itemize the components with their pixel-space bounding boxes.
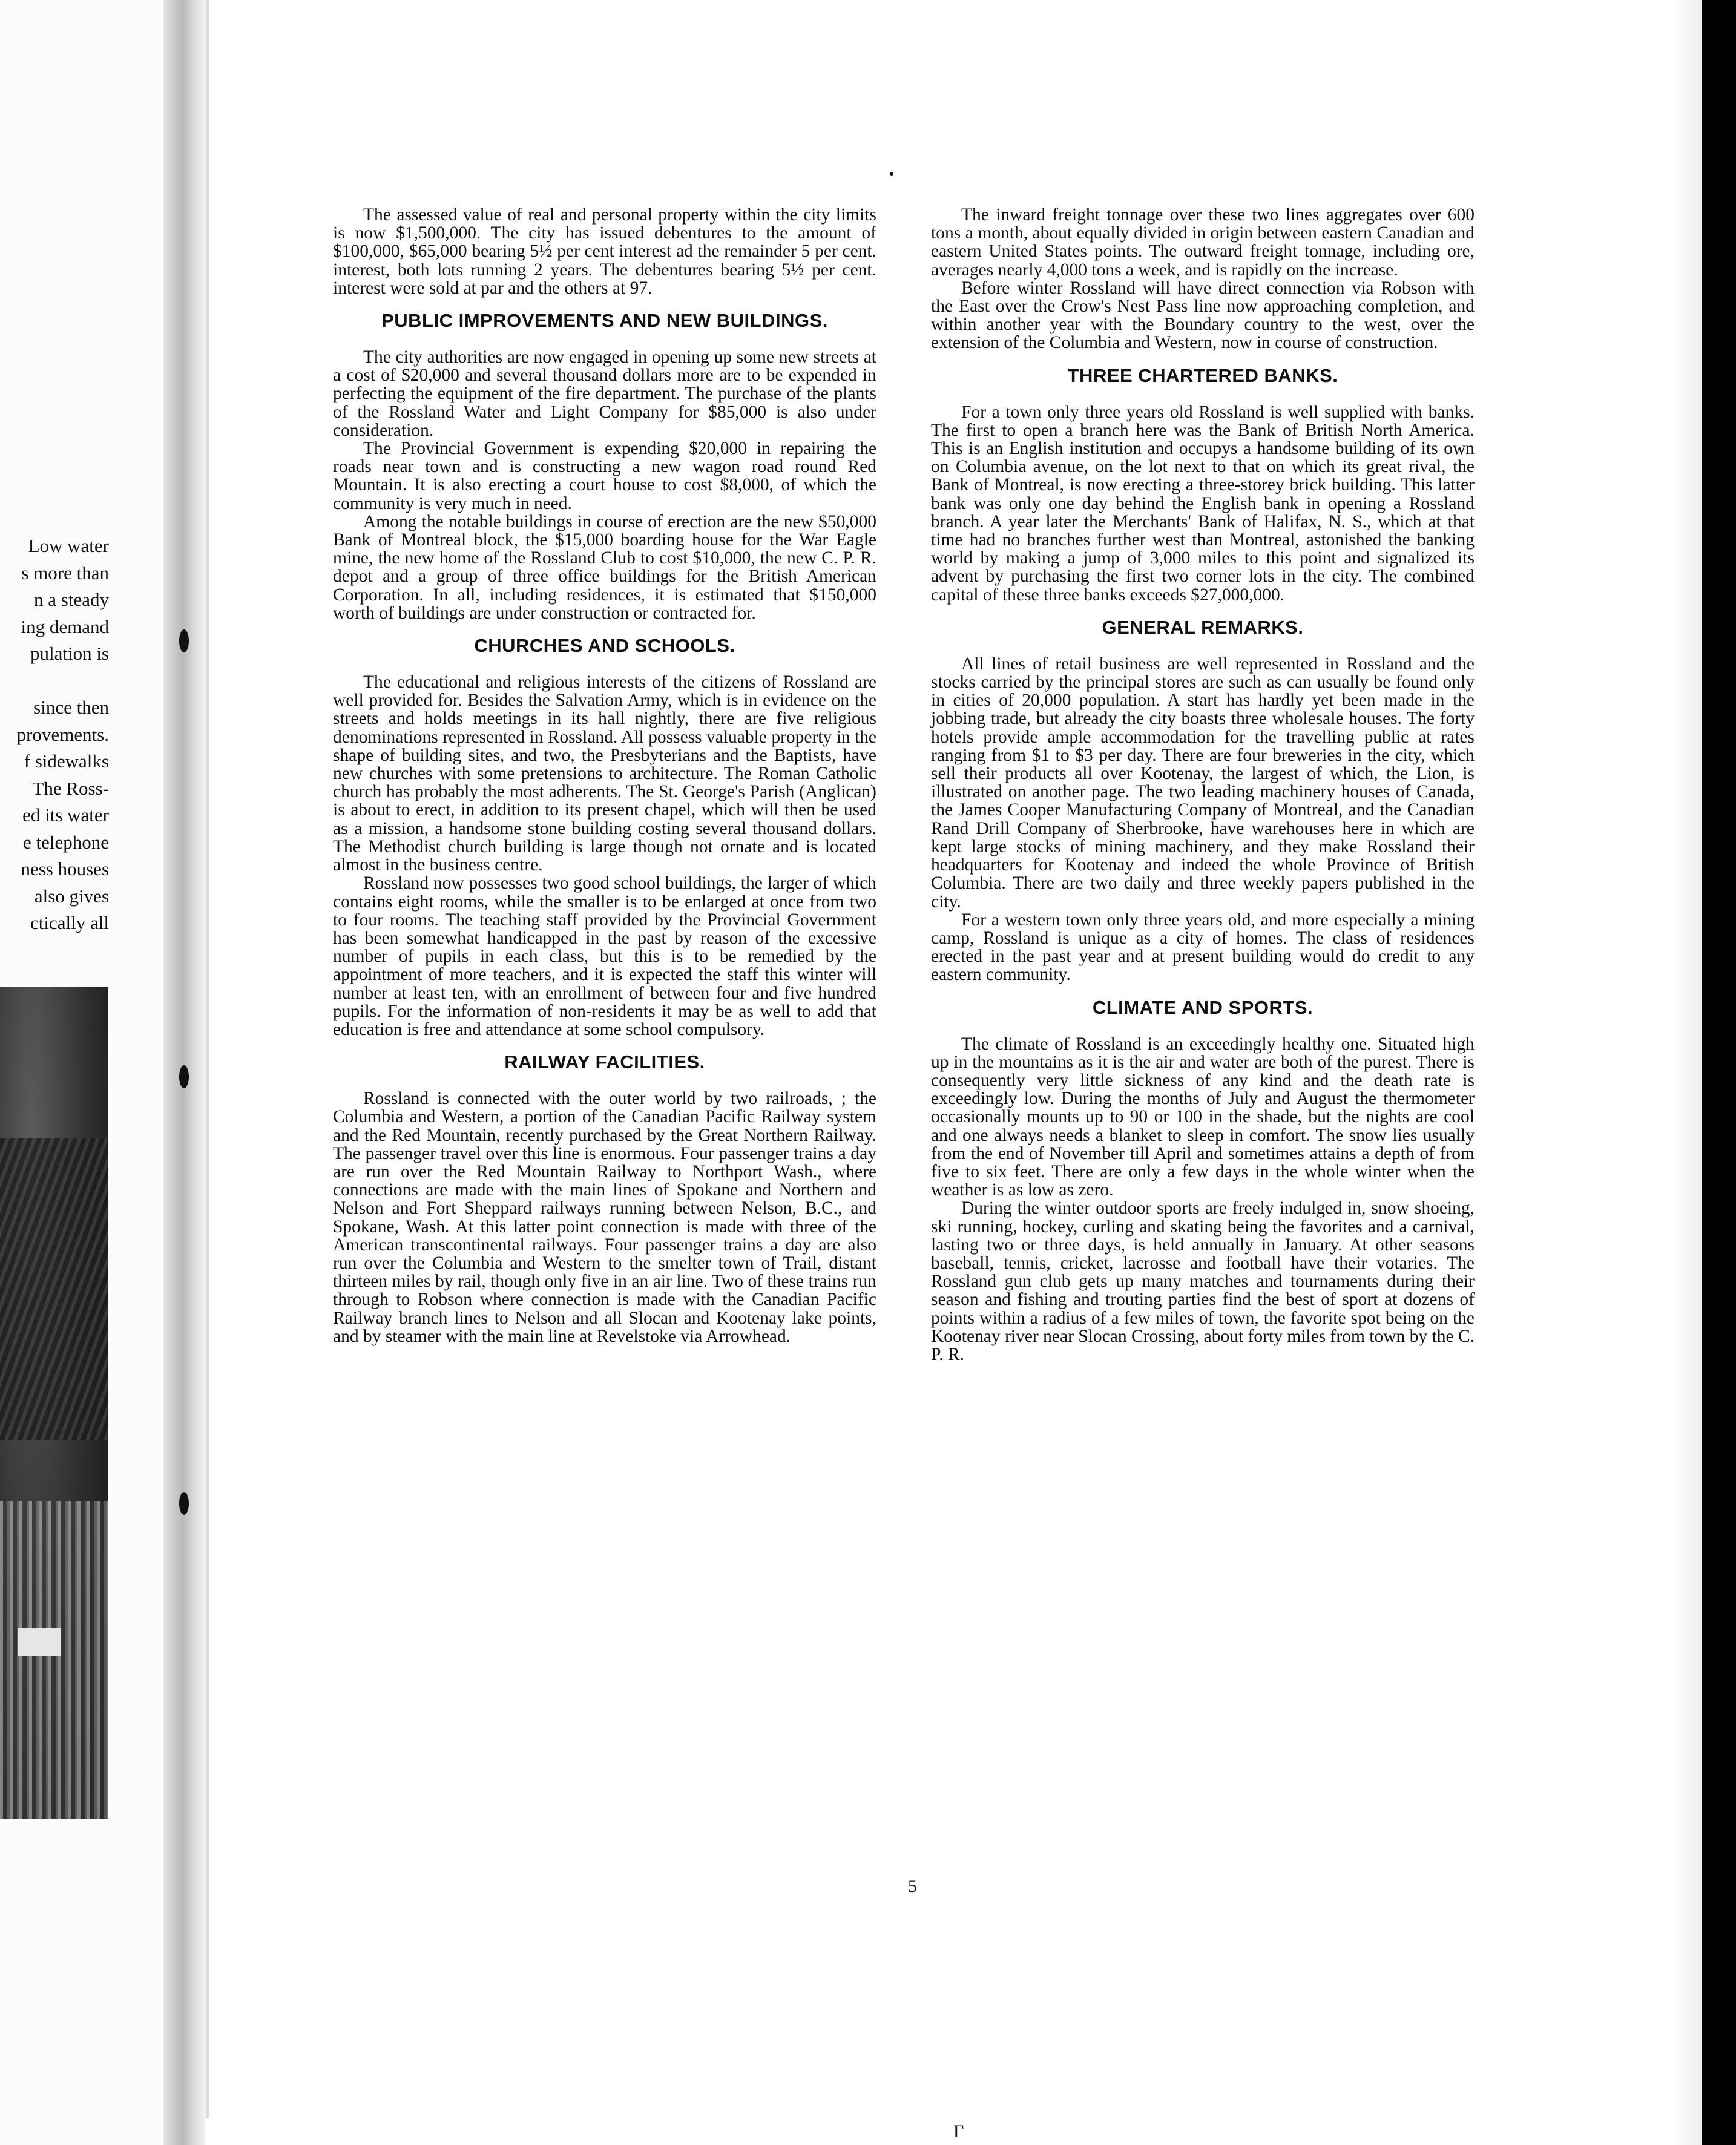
section-heading: CHURCHES AND SCHOOLS. (474, 635, 735, 657)
section-heading: CLIMATE AND SPORTS. (1092, 996, 1314, 1018)
left-text-column (333, 206, 876, 1345)
facing-line: ing demand (21, 616, 109, 637)
facing-line: ctically all (30, 912, 109, 933)
photo-house (18, 1628, 61, 1656)
binding-hole (179, 1065, 189, 1088)
binding-hole (179, 629, 189, 652)
facing-line: s more than (21, 562, 109, 583)
bottom-mark: Γ (953, 2121, 964, 2141)
paragraph: Rossland is connected with the outer world by two railroads, ; the Columbia and Western, a portion of the Canadian Pacific Railway system and the Red Mountain, recently purchased by the Great Northern Railway. The passenger travel over this line is enormous. Four passenger trains a day are run over the Red Mountain Railway to Northport Wash., where connections are made with the main lines of Spokane and Northern and Nelson and Fort Sheppard railways running between Nelson, B.C., and Spokane, Wash. At this latter point connection is made with three of the American transcontinental railways. Four passenger trains a day are also run over the Columbia and Western to the smelter town of Trail, distant thirteen miles by rail, though only five in an air line. Two of these trains run through to Robson where connection is made with the Canadian Pacific Railway branch lines to Nelson and all Slocan and Kootenay lake points, and by steamer with the main line at Revelstoke via Arrowhead. (333, 1089, 876, 1346)
facing-line: e telephone (22, 831, 109, 853)
paragraph: For a western town only three years old, and more especially a mining camp, Rossland is unique as a city of homes. The class of residences erected in the past year and at present building would do credit to any eastern community. (931, 910, 1475, 985)
facing-line: provements. (16, 723, 109, 745)
paragraph: During the winter outdoor sports are freely indulged in, snow shoeing, ski running, hockey, curling and skating being the favorites and a carnival, lasting two or three days, is held annually in January. At other seasons baseball, tennis, cricket, lacrosse and football have their votaries. The Rossland gun club gets up many matches and tournaments during their season and fishing and trouting parties find the best of sport at dozens of points within a radius of a few miles of town, the favorite spot being on the Kootenay river near Slocan Crossing, about forty miles from town by the C. P. R. (931, 1198, 1475, 1364)
scan-border (1702, 0, 1736, 2145)
facing-line: since then (33, 697, 109, 718)
facing-line: ness houses (21, 858, 109, 879)
ink-speck (890, 172, 893, 176)
facing-line: also gives (34, 885, 109, 907)
facing-line: ed its water (22, 804, 109, 826)
facing-line: pulation is (30, 643, 109, 664)
facing-page-fragment (0, 0, 176, 2145)
paragraph: The inward freight tonnage over these two lines aggregates over 600 tons a month, about equally divided in origin between eastern Canadian and eastern United States points. The outward freight tonnage, including ore, averages nearly 4,000 tons a week, and is rapidly on the increase. (931, 205, 1475, 280)
right-text-column (931, 206, 1475, 1364)
paragraph: The Provincial Government is expending $20,000 in repairing the roads near town and is constructing a new wagon road round Red Mountain. It is also erecting a court house to cost $8,000, of which the community is very much in need. (333, 439, 876, 513)
facing-line: n a steady (34, 589, 109, 610)
facing-page-text (0, 533, 109, 937)
page-shadow (1671, 0, 1702, 2145)
paragraph: Among the notable buildings in course of erection are the new $50,000 Bank of Montreal block, the $15,000 boarding house for the War Eagle mine, the new home of the Rossland Club to cost $10,000, the new C. P. R. depot and a group of three office buildings for the British American Corporation. In all, including residences, it is estimated that $150,000 worth of buildings are under construction or contracted for. (333, 511, 876, 623)
facing-page-photo (0, 987, 108, 1819)
section-heading: GENERAL REMARKS. (1102, 616, 1304, 638)
facing-line: The Ross- (32, 777, 109, 799)
facing-line: Low water (28, 535, 109, 556)
facing-line: f sidewalks (24, 751, 109, 772)
paragraph: All lines of retail business are well represented in Rossland and the stocks carried by the principal stores are such as can usually be found only in cities of 20,000 population. A start has hardly yet been made in the jobbing trade, but already the city boasts three wholesale houses. The forty hotels provide ample accommodation for the travelling public at rates ranging from $1 to $3 per day. There are four breweries in the city, which sell their products all over Kootenay, the largest of which, the Lion, is illustrated on another page. The two leading machinery houses of Canada, the James Cooper Manufacturing Company of Montreal, and the Canadian Rand Drill Company of Sherbrooke, have warehouses here in which are kept large stocks of mining machinery, and they make Rossland their headquarters for Kootenay and indeed the whole Province of British Columbia. There are two daily and three weekly papers published in the city. (931, 654, 1475, 912)
paragraph: The climate of Rossland is an exceedingly healthy one. Situated high up in the mountains as it is the air and water are both of the purest. There is consequently very little sickness of any kind and the death rate is exceedingly low. During the months of July and August the thermometer occasionally mounts up to 90 or 100 in the shade, but the nights are cool and one always needs a blanket to sleep in comfort. The snow lies usually from the end of November till April and sometimes attains a depth of from five to six feet. There are only a few days in the whole winter when the weather is as low as zero. (931, 1034, 1475, 1200)
page-number: 5 (908, 1876, 917, 1896)
section-heading: RAILWAY FACILITIES. (504, 1051, 705, 1073)
section-heading: PUBLIC IMPROVEMENTS AND NEW BUILDINGS. (381, 310, 828, 332)
paragraph: The city authorities are now engaged in opening up some new streets at a cost of $20,000 and several thousand dollars more are to be expended in perfecting the equipment of the fire department. The purchase of the plants of the Rossland Water and Light Company for $85,000 is also under consideration. (333, 347, 876, 440)
paragraph: For a town only three years old Rossland is well supplied with banks. The first to open a branch here was the Bank of British North America. This is an English institution and occupys a handsome building of its own on Columbia avenue, on the lot next to that on which its great rival, the Bank of Montreal, is now erecting a three-storey brick building. This latter bank was only one day behind the English bank in opening a Rossland branch. A year later the Merchants' Bank of Halifax, N. S., which at that time had no branches further west than Montreal, astonished the banking world by making a jump of 3,000 miles to this point and signalized its advent by purchasing the first two corner lots in the city. The combined capital of these three banks exceeds $27,000,000. (931, 402, 1475, 605)
photo-town (0, 1501, 108, 1819)
paragraph: Rossland now possesses two good school buildings, the larger of which contains eight rooms, while the smaller is to be enlarged at once from two to four rooms. The teaching staff provided by the Provincial Government has been somewhat handicapped in the past by reason of the excessive number of pupils in each class, but this is to be remedied by the appointment of more teachers, and it is expected the staff this winter will number at least ten, with an enrollment of between four and five hundred pupils. For the information of non-residents it may be as well to add that education is free and attendance at some school compulsory. (333, 873, 876, 1039)
paragraph: Before winter Rossland will have direct connection via Robson with the East over the Crow's Nest Pass line now approaching completion, and within another year with the Boundary country to the west, over the extension of the Columbia and Western, now in course of construction. (931, 278, 1475, 353)
paragraph: The educational and religious interests of the citizens of Rossland are well provided for. Besides the Salvation Army, which is in evidence on the streets and holds meetings in its hall nightly, there are five religious denominations represented in Rossland. All possess valuable property in the shape of building sites, and two, the Presbyterians and the Baptists, have new churches with some pretensions to architecture. The Roman Catholic church has probably the most adherents. The St. George's Parish (Anglican) is about to erect, in addition to its present chapel, which will then be used as a mission, a handsome stone building costing several thousand dollars. The Methodist church building is large though not ornate and is located almost in the business centre. (333, 672, 876, 875)
photo-hillside (0, 1138, 108, 1440)
page-edge (206, 0, 209, 2118)
facing-line (0, 668, 109, 695)
binding-hole (179, 1492, 189, 1515)
paragraph: The assessed value of real and personal property within the city limits is now $1,500,000. The city has issued debentures to the amount of $100,000, $65,000 bearing 5½ per cent interest ad the remainder 5 per cent. interest, both lots running 2 years. The debentures bearing 5½ per cent. interest were sold at par and the others at 97. (333, 205, 876, 298)
section-heading: THREE CHARTERED BANKS. (1067, 364, 1338, 386)
